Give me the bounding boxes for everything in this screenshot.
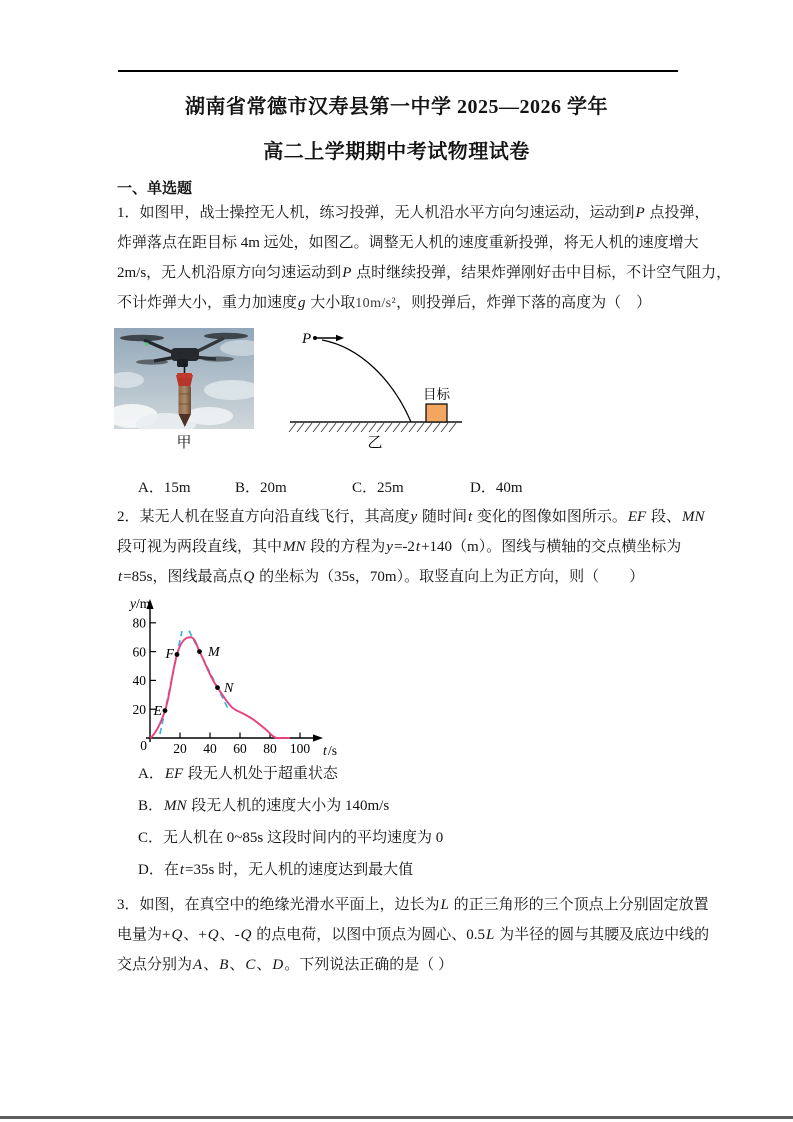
figure-jia-caption: 甲: [176, 435, 192, 451]
q1-option-b: B．20m: [235, 480, 287, 496]
point-p-dot: [313, 336, 317, 340]
q2-option-c: C．无人机在 0~85s 这段时间内的平均速度为 0: [138, 830, 444, 846]
question-1-line-4: 不计炸弹大小，重力加速度g 大小取10m/s²，则投弹后，炸弹下落的高度为（ ）: [117, 295, 652, 311]
ytick-80: 80: [132, 615, 146, 631]
question-3-line-1: 3．如图，在真空中的绝缘光滑水平面上，边长为L 的正三角形的三个顶点上分别固定放置: [117, 897, 709, 913]
x-axis-arrowhead: [313, 734, 323, 741]
trajectory-diagram: [280, 325, 470, 450]
q2-option-d: D．在t=35s 时，无人机的速度达到最大值: [138, 862, 414, 878]
question-2-line-1: 2．某无人机在竖直方向沿直线飞行，其高度y 随时间t 变化的图像如图所示。EF 段、MN: [117, 509, 705, 525]
ground-hatching: [289, 423, 456, 432]
figure-yi-caption: 乙: [367, 435, 383, 450]
xtick-100: 100: [289, 741, 311, 756]
ytick-20: 20: [132, 702, 146, 717]
xtick-80: 80: [263, 741, 277, 756]
top-rule: [118, 70, 678, 72]
point-n-label: N: [224, 681, 234, 696]
xtick-60: 60: [233, 741, 247, 756]
question-2-options: [138, 758, 443, 886]
x-axis-label-unit: /s: [328, 743, 338, 758]
point-m-label: M: [208, 645, 220, 660]
trajectory-curve: [322, 340, 411, 422]
y-axis-label-unit: /m: [136, 596, 151, 611]
point-e-label: E: [153, 704, 162, 719]
ytick-60: 60: [132, 644, 146, 660]
question-1-line-2: 炸弹落点在距目标 4m 远处，如图乙。调整无人机的速度重新投弹，将无人机的速度增大: [117, 235, 699, 251]
x-axis-label-var: t: [323, 743, 327, 758]
question-3-line-3: 交点分别为A、B、C、D。下列说法正确的是（ ）: [117, 957, 454, 973]
section-heading: 一、单选题: [117, 180, 193, 197]
exam-title-line2: 高二上学期期中考试物理试卷: [263, 141, 530, 163]
question-1-text: [117, 198, 732, 318]
origin-label: 0: [140, 738, 147, 753]
ytick-40: 40: [132, 673, 146, 688]
question-1-line-1: 1．如图甲，战士操控无人机，练习投弹，无人机沿水平方向匀速运动，运动到P 点投弹，: [117, 205, 710, 221]
question-3-line-2: 电量为+Q、+Q、-Q 的点电荷，以图中顶点为圆心、0.5L 为半径的圆与其腰及底边中线的: [117, 927, 710, 943]
q1-option-a: A．15m: [138, 480, 191, 496]
target-label: 目标: [423, 387, 450, 402]
q2-option-b: B．MN 段无人机的速度大小为 140m/s: [138, 798, 390, 814]
drone-photo-illustration: [114, 328, 254, 429]
question-1-line-3: 2m/s，无人机沿原方向匀速运动到P 点时继续投弹，结果炸弹刚好击中目标，不计空气阻力，: [117, 265, 732, 281]
q1-option-d: D．40m: [470, 480, 523, 496]
xtick-20: 20: [173, 741, 187, 756]
y-axis-label-var: y: [130, 596, 136, 611]
velocity-arrowhead: [336, 335, 344, 341]
bottom-rule: [0, 1116, 793, 1119]
point-p-label: P: [302, 331, 312, 347]
height-time-graph: [110, 596, 405, 761]
xtick-40: 40: [203, 741, 217, 756]
exam-title-line1: 湖南省常德市汉寿县第一中学 2025—2026 学年: [185, 96, 608, 118]
question-2-line-2: 段可视为两段直线，其中MN 段的方程为y=-2t+140（m）。图线与横轴的交点横坐标为: [117, 539, 682, 555]
question-3-text: [117, 890, 717, 980]
q1-option-c: C．25m: [352, 480, 404, 496]
q2-option-a: A．EF 段无人机处于超重状态: [138, 766, 338, 782]
question-2-line-3: t=85s，图线最高点Q 的坐标为（35s，70m）。取竖直向上为正方向，则（ ）: [118, 569, 645, 585]
question-2-text: [117, 502, 717, 592]
target-box: [426, 404, 447, 422]
point-f-label: F: [165, 647, 174, 662]
